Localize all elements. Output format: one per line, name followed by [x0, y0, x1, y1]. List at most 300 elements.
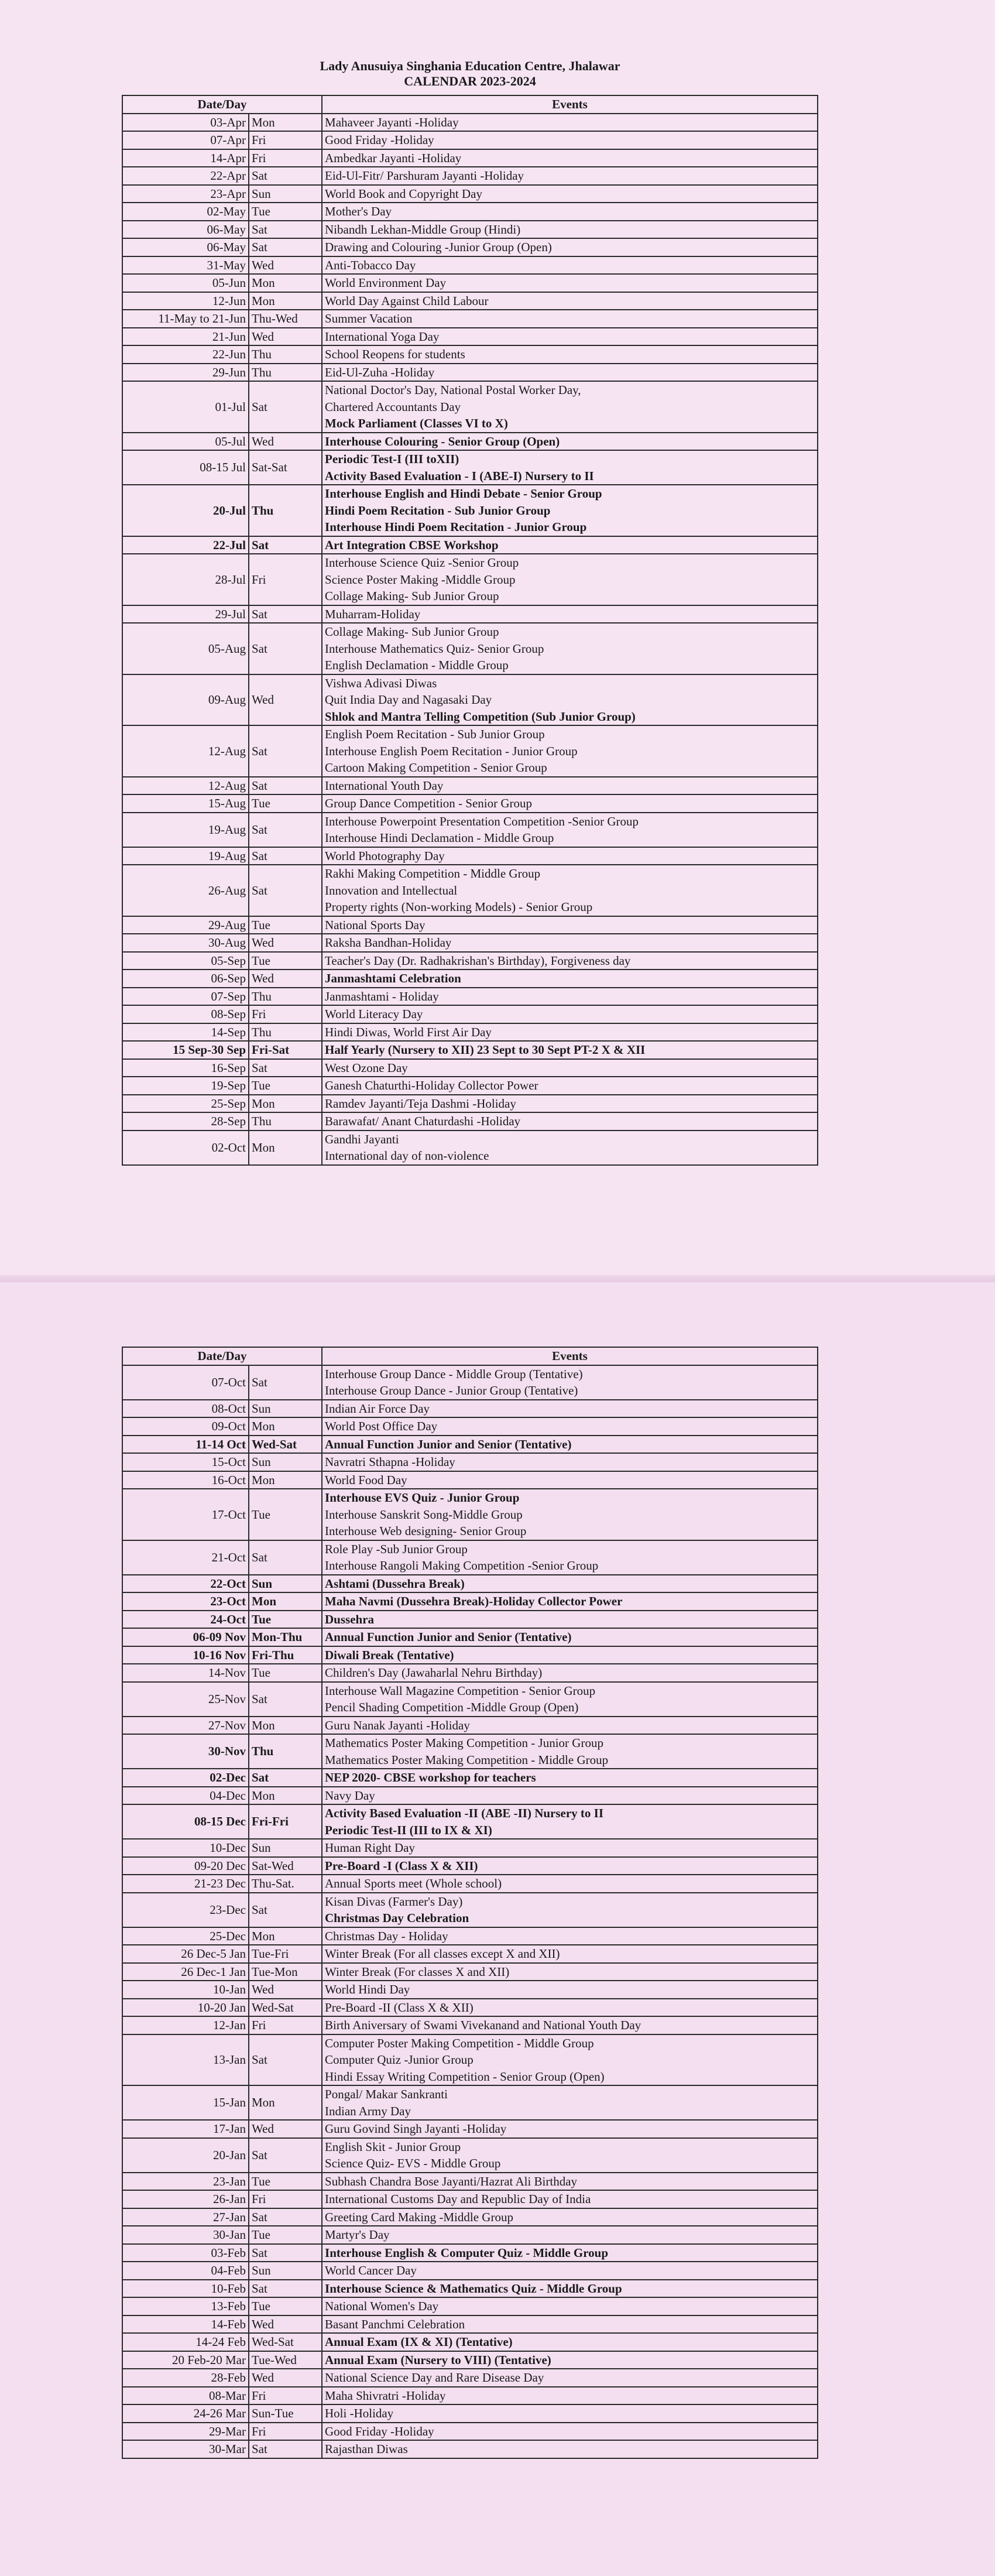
table-row — [122, 1436, 818, 1454]
row-day: Fri — [249, 2190, 322, 2208]
event-line: Human Right Day — [325, 1841, 415, 1855]
row-day: Sat — [249, 2440, 322, 2458]
event-line: Muharram-Holiday — [325, 607, 421, 621]
row-date: 23-Apr — [122, 185, 249, 203]
table-row — [122, 536, 818, 554]
row-events — [322, 167, 818, 185]
row-events — [322, 1489, 818, 1540]
event-line: Interhouse English & Computer Quiz - Middle Group — [325, 2245, 609, 2260]
table-row — [122, 256, 818, 275]
row-day: Mon — [249, 1717, 322, 1735]
row-day: Tue — [249, 203, 322, 221]
row-day: Thu — [249, 1112, 322, 1131]
row-date: 10-16 Nov — [122, 1646, 249, 1664]
row-date: 26-Aug — [122, 865, 249, 916]
row-day: Wed — [249, 2369, 322, 2387]
table-row — [122, 1005, 818, 1023]
event-line: Collage Making- Sub Junior Group — [325, 625, 499, 639]
table-row — [122, 1417, 818, 1436]
row-date: 10-20 Jan — [122, 1999, 249, 2017]
event-line: Quit India Day and Nagasaki Day — [325, 693, 492, 707]
row-events — [322, 364, 818, 382]
row-events — [322, 1005, 818, 1023]
event-line: Ambedkar Jayanti -Holiday — [325, 150, 462, 165]
row-date: 28-Sep — [122, 1112, 249, 1131]
row-events — [322, 970, 818, 988]
row-events — [322, 1875, 818, 1893]
event-line: Hindi Poem Recitation - Sub Junior Group — [325, 503, 551, 518]
calendar-header — [122, 59, 818, 89]
row-day: Sat — [249, 1540, 322, 1575]
row-date: 06-09 Nov — [122, 1628, 249, 1646]
row-events — [322, 1945, 818, 1963]
table-row — [122, 2333, 818, 2351]
event-line: Diwali Break (Tentative) — [325, 1647, 454, 1662]
row-date: 07-Sep — [122, 988, 249, 1006]
row-date: 22-Jun — [122, 345, 249, 364]
table-row — [122, 1717, 818, 1735]
table-row — [122, 1489, 818, 1540]
event-line: Mahaveer Jayanti -Holiday — [325, 115, 459, 129]
event-line: World Environment Day — [325, 276, 447, 290]
table-row — [122, 1927, 818, 1945]
row-date: 05-Sep — [122, 952, 249, 970]
event-line: Maha Shivratri -Holiday — [325, 2388, 446, 2403]
event-line: Dussehra — [325, 1612, 375, 1626]
row-events — [322, 1417, 818, 1436]
row-date: 29-Aug — [122, 916, 249, 934]
row-date: 02-Oct — [122, 1131, 249, 1165]
table-row — [122, 1041, 818, 1059]
event-line: Ramdev Jayanti/Teja Dashmi -Holiday — [325, 1096, 516, 1111]
row-events — [322, 149, 818, 167]
event-line: Innovation and Intellectual — [325, 883, 458, 898]
event-line: Annual Sports meet (Whole school) — [325, 1876, 502, 1890]
row-day: Mon — [249, 2085, 322, 2120]
row-events — [322, 2226, 818, 2244]
event-line: World Literacy Day — [325, 1007, 423, 1021]
table-row — [122, 2244, 818, 2262]
row-date: 06-Sep — [122, 970, 249, 988]
table-row — [122, 131, 818, 149]
row-date: 24-26 Mar — [122, 2404, 249, 2423]
event-line: Computer Poster Making Competition - Middle Group — [325, 2036, 594, 2050]
row-day: Sat — [249, 605, 322, 624]
table-row — [122, 1365, 818, 1400]
row-date: 14-Apr — [122, 149, 249, 167]
table-row — [122, 2173, 818, 2191]
row-date: 17-Jan — [122, 2120, 249, 2138]
row-date: 30-Nov — [122, 1734, 249, 1769]
event-line: Winter Break (For all classes except X and XII) — [325, 1947, 560, 1961]
row-events — [322, 1453, 818, 1471]
table-row — [122, 274, 818, 292]
event-line: World Cancer Day — [325, 2263, 417, 2277]
event-line: Basant Panchmi Celebration — [325, 2317, 465, 2331]
row-date: 23-Oct — [122, 1592, 249, 1611]
row-date: 08-15 Dec — [122, 1804, 249, 1839]
row-day: Thu — [249, 1734, 322, 1769]
row-events — [322, 1077, 818, 1095]
event-line: Interhouse Hindi Poem Recitation - Junior Group — [325, 520, 587, 534]
row-date: 29-Jun — [122, 364, 249, 382]
row-date: 08-15 Jul — [122, 450, 249, 485]
event-line: International Yoga Day — [325, 329, 440, 344]
row-date: 27-Jan — [122, 2208, 249, 2226]
row-events — [322, 203, 818, 221]
table-row — [122, 1893, 818, 1927]
row-date: 30-Mar — [122, 2440, 249, 2458]
row-day: Mon — [249, 114, 322, 132]
row-day: Mon-Thu — [249, 1628, 322, 1646]
row-day: Sat — [249, 2244, 322, 2262]
row-day: Mon — [249, 1471, 322, 1489]
row-events — [322, 1857, 818, 1875]
table-row — [122, 934, 818, 952]
row-date: 13-Feb — [122, 2297, 249, 2315]
event-line: Nibandh Lekhan-Middle Group (Hindi) — [325, 222, 521, 237]
row-date: 19-Aug — [122, 813, 249, 847]
row-date: 15-Oct — [122, 1453, 249, 1471]
row-events — [322, 2034, 818, 2086]
event-line: Mother's Day — [325, 204, 392, 218]
event-line: West Ozone Day — [325, 1060, 408, 1075]
row-day: Sat — [249, 2208, 322, 2226]
row-day: Tue — [249, 1664, 322, 1682]
table-row — [122, 1839, 818, 1857]
row-date: 10-Feb — [122, 2280, 249, 2298]
row-date: 07-Oct — [122, 1365, 249, 1400]
row-day: Fri-Sat — [249, 1041, 322, 1059]
event-line: Subhash Chandra Bose Jayanti/Hazrat Ali Birthday — [325, 2174, 578, 2188]
row-day: Thu-Wed — [249, 310, 322, 328]
row-day: Sat-Wed — [249, 1857, 322, 1875]
row-date: 16-Sep — [122, 1059, 249, 1077]
row-date: 04-Dec — [122, 1787, 249, 1805]
event-line: Periodic Test-I (III toXII) — [325, 452, 459, 466]
event-line: Greeting Card Making -Middle Group — [325, 2210, 513, 2224]
row-events — [322, 2404, 818, 2423]
row-date: 25-Sep — [122, 1095, 249, 1113]
school-name: Lady Anusuiya Singhania Education Centre, Jhalawar — [320, 59, 620, 73]
table-row — [122, 1611, 818, 1629]
row-date: 06-May — [122, 238, 249, 256]
event-line: Raksha Bandhan-Holiday — [325, 936, 452, 950]
row-events — [322, 114, 818, 132]
row-day: Sat — [249, 865, 322, 916]
row-date: 05-Jul — [122, 433, 249, 451]
row-events — [322, 221, 818, 239]
event-line: Shlok and Mantra Telling Competition (Sub Junior Group) — [325, 709, 636, 724]
row-date: 14-Sep — [122, 1023, 249, 1042]
table-row — [122, 381, 818, 433]
event-line: Pongal/ Makar Sankranti — [325, 2087, 448, 2101]
event-line: Interhouse Colouring - Senior Group (Open) — [325, 434, 560, 448]
event-line: Navy Day — [325, 1788, 375, 1803]
row-events — [322, 1095, 818, 1113]
row-date: 09-Aug — [122, 674, 249, 726]
row-day: Sat — [249, 1769, 322, 1787]
table-row — [122, 2280, 818, 2298]
event-line: International Customs Day and Republic Day of India — [325, 2192, 591, 2206]
row-events — [322, 1963, 818, 1981]
table-row — [122, 605, 818, 624]
row-date: 23-Jan — [122, 2173, 249, 2191]
row-date: 25-Nov — [122, 1682, 249, 1717]
row-events — [322, 185, 818, 203]
row-day: Thu-Sat. — [249, 1875, 322, 1893]
row-day: Sun — [249, 1575, 322, 1593]
table-row — [122, 238, 818, 256]
calendar-rows — [122, 1365, 818, 2458]
table-row — [122, 2120, 818, 2138]
row-events — [322, 2297, 818, 2315]
row-events — [322, 2333, 818, 2351]
event-line: Pre-Board -II (Class X & XII) — [325, 2000, 474, 2015]
row-day: Tue-Wed — [249, 2351, 322, 2369]
row-events — [322, 1787, 818, 1805]
row-events — [322, 433, 818, 451]
row-date: 30-Aug — [122, 934, 249, 952]
event-line: Pre-Board -I (Class X & XII) — [325, 1858, 478, 1873]
event-line: World Post Office Day — [325, 1419, 438, 1433]
table-row — [122, 1787, 818, 1805]
event-line: Mock Parliament (Classes VI to X) — [325, 416, 508, 430]
row-date: 21-Jun — [122, 328, 249, 346]
event-line: Annual Exam (Nursery to VIII) (Tentative) — [325, 2352, 551, 2367]
row-day: Fri — [249, 149, 322, 167]
table-row — [122, 433, 818, 451]
event-line: Vishwa Adivasi Diwas — [325, 676, 437, 690]
table-row — [122, 450, 818, 485]
event-line: NEP 2020- CBSE workshop for teachers — [325, 1770, 536, 1784]
table-row — [122, 2404, 818, 2423]
event-line: Interhouse Science Quiz -Senior Group — [325, 556, 519, 570]
row-day: Mon — [249, 1787, 322, 1805]
row-date: 22-Apr — [122, 167, 249, 185]
row-day: Sat — [249, 1893, 322, 1927]
table-row — [122, 952, 818, 970]
row-day: Sat — [249, 2034, 322, 2086]
row-events — [322, 725, 818, 777]
row-day: Tue — [249, 2297, 322, 2315]
row-events — [322, 605, 818, 624]
row-day: Tue-Mon — [249, 1963, 322, 1981]
date-day-header: Date/Day — [122, 95, 322, 114]
row-date: 14-24 Feb — [122, 2333, 249, 2351]
row-date: 08-Sep — [122, 1005, 249, 1023]
event-line: Maha Navmi (Dussehra Break)-Holiday Collector Power — [325, 1594, 623, 1608]
row-events — [322, 381, 818, 433]
row-day: Tue — [249, 2173, 322, 2191]
row-date: 13-Jan — [122, 2034, 249, 2086]
event-line: Janmashtami - Holiday — [325, 989, 439, 1003]
row-events — [322, 2440, 818, 2458]
row-events — [322, 2138, 818, 2173]
event-line: Science Quiz- EVS - Middle Group — [325, 2156, 501, 2170]
row-date: 28-Jul — [122, 554, 249, 605]
row-date: 25-Dec — [122, 1927, 249, 1945]
table-row — [122, 2262, 818, 2280]
table-row — [122, 1023, 818, 1042]
row-events — [322, 794, 818, 813]
event-line: English Skit - Junior Group — [325, 2139, 461, 2154]
event-line: Hindi Diwas, World First Air Day — [325, 1025, 492, 1039]
table-row — [122, 865, 818, 916]
row-date: 26-Jan — [122, 2190, 249, 2208]
event-line: Computer Quiz -Junior Group — [325, 2053, 474, 2067]
row-day: Thu — [249, 364, 322, 382]
row-events — [322, 865, 818, 916]
table-row — [122, 1646, 818, 1664]
table-row — [122, 988, 818, 1006]
row-events — [322, 536, 818, 554]
row-date: 26 Dec-1 Jan — [122, 1963, 249, 1981]
row-events — [322, 1734, 818, 1769]
event-line: Mathematics Poster Making Competition - Junior Group — [325, 1736, 603, 1750]
table-header-row — [122, 95, 818, 114]
row-events — [322, 1112, 818, 1131]
table-row — [122, 328, 818, 346]
event-line: Annual Exam (IX & XI) (Tentative) — [325, 2335, 513, 2349]
row-events — [322, 988, 818, 1006]
row-day: Tue — [249, 1489, 322, 1540]
row-day: Wed — [249, 970, 322, 988]
event-line: School Reopens for students — [325, 347, 465, 361]
table-row — [122, 794, 818, 813]
calendar-title: CALENDAR 2023-2024 — [404, 74, 536, 88]
row-events — [322, 2208, 818, 2226]
row-day: Mon — [249, 1417, 322, 1436]
row-date: 15 Sep-30 Sep — [122, 1041, 249, 1059]
event-line: Children's Day (Jawaharlal Nehru Birthday) — [325, 1666, 543, 1680]
event-line: Drawing and Colouring -Junior Group (Open) — [325, 240, 552, 254]
event-line: Interhouse Group Dance - Middle Group (Tentative) — [325, 1366, 583, 1381]
row-date: 28-Feb — [122, 2369, 249, 2387]
row-day: Sat — [249, 813, 322, 847]
row-events — [322, 1400, 818, 1418]
row-events — [322, 2423, 818, 2441]
event-line: English Declamation - Middle Group — [325, 658, 509, 672]
event-line: Summer Vacation — [325, 311, 413, 326]
event-line: Teacher's Day (Dr. Radhakrishan's Birthday), Forgiveness day — [325, 953, 631, 968]
event-line: Cartoon Making Competition - Senior Group — [325, 761, 547, 775]
table-row — [122, 1540, 818, 1575]
row-day: Wed — [249, 2315, 322, 2334]
event-line: Property rights (Non-working Models) - Senior Group — [325, 900, 593, 914]
row-day: Sat — [249, 167, 322, 185]
row-day: Thu — [249, 1023, 322, 1042]
row-events — [322, 952, 818, 970]
table-row — [122, 1981, 818, 1999]
row-events — [322, 623, 818, 674]
calendar-table-1 — [122, 95, 818, 1166]
row-date: 21-23 Dec — [122, 1875, 249, 1893]
row-events — [322, 813, 818, 847]
row-day: Wed — [249, 934, 322, 952]
calendar-page-2 — [0, 1282, 995, 2576]
row-events — [322, 1927, 818, 1945]
row-date: 22-Jul — [122, 536, 249, 554]
row-day: Sat — [249, 2280, 322, 2298]
row-date: 14-Feb — [122, 2315, 249, 2334]
row-day: Mon — [249, 292, 322, 310]
row-day: Mon — [249, 274, 322, 292]
event-line: Guru Nanak Jayanti -Holiday — [325, 1718, 470, 1732]
event-line: Gandhi Jayanti — [325, 1132, 399, 1146]
row-events — [322, 2173, 818, 2191]
row-events — [322, 1893, 818, 1927]
row-day: Wed-Sat — [249, 2333, 322, 2351]
event-line: Interhouse Group Dance - Junior Group (Tentative) — [325, 1383, 578, 1397]
row-date: 16-Oct — [122, 1471, 249, 1489]
event-line: Collage Making- Sub Junior Group — [325, 589, 499, 603]
row-date: 02-Dec — [122, 1769, 249, 1787]
table-row — [122, 1628, 818, 1646]
row-day: Sat — [249, 2138, 322, 2173]
row-events — [322, 256, 818, 275]
row-date: 03-Apr — [122, 114, 249, 132]
row-date: 15-Aug — [122, 794, 249, 813]
row-events — [322, 238, 818, 256]
table-row — [122, 203, 818, 221]
event-line: Group Dance Competition - Senior Group — [325, 796, 533, 810]
row-day: Sat — [249, 623, 322, 674]
table-row — [122, 364, 818, 382]
event-line: Activity Based Evaluation - I (ABE-I) Nursery to II — [325, 468, 594, 483]
row-events — [322, 450, 818, 485]
event-line: Pencil Shading Competition -Middle Group (Open) — [325, 1700, 579, 1714]
table-row — [122, 292, 818, 310]
row-date: 08-Oct — [122, 1400, 249, 1418]
table-row — [122, 2208, 818, 2226]
row-date: 03-Feb — [122, 2244, 249, 2262]
table-row — [122, 970, 818, 988]
row-day: Tue-Fri — [249, 1945, 322, 1963]
row-day: Fri-Thu — [249, 1646, 322, 1664]
row-day: Mon — [249, 1131, 322, 1165]
row-events — [322, 1059, 818, 1077]
row-date: 17-Oct — [122, 1489, 249, 1540]
row-events — [322, 1131, 818, 1165]
event-line: Interhouse Sanskrit Song-Middle Group — [325, 1507, 523, 1522]
table-row — [122, 674, 818, 726]
table-row — [122, 777, 818, 795]
row-events — [322, 674, 818, 726]
row-events — [322, 1592, 818, 1611]
row-events — [322, 485, 818, 536]
row-events — [322, 777, 818, 795]
row-date: 19-Sep — [122, 1077, 249, 1095]
table-row — [122, 1453, 818, 1471]
table-row — [122, 2016, 818, 2034]
row-events — [322, 847, 818, 865]
row-day: Thu — [249, 988, 322, 1006]
event-line: Interhouse EVS Quiz - Junior Group — [325, 1491, 520, 1505]
row-day: Sat — [249, 1059, 322, 1077]
row-day: Sat — [249, 221, 322, 239]
row-day: Sat-Sat — [249, 450, 322, 485]
event-line: Activity Based Evaluation -II (ABE -II) Nursery to II — [325, 1806, 604, 1820]
row-day: Sun — [249, 1453, 322, 1471]
row-events — [322, 2016, 818, 2034]
event-line: Half Yearly (Nursery to XII) 23 Sept to 30 Sept PT-2 X & XII — [325, 1043, 646, 1057]
event-line: Kisan Divas (Farmer's Day) — [325, 1894, 463, 1909]
row-day: Tue — [249, 794, 322, 813]
table-row — [122, 2315, 818, 2334]
event-line: National Women's Day — [325, 2299, 439, 2313]
row-date: 12-Aug — [122, 725, 249, 777]
